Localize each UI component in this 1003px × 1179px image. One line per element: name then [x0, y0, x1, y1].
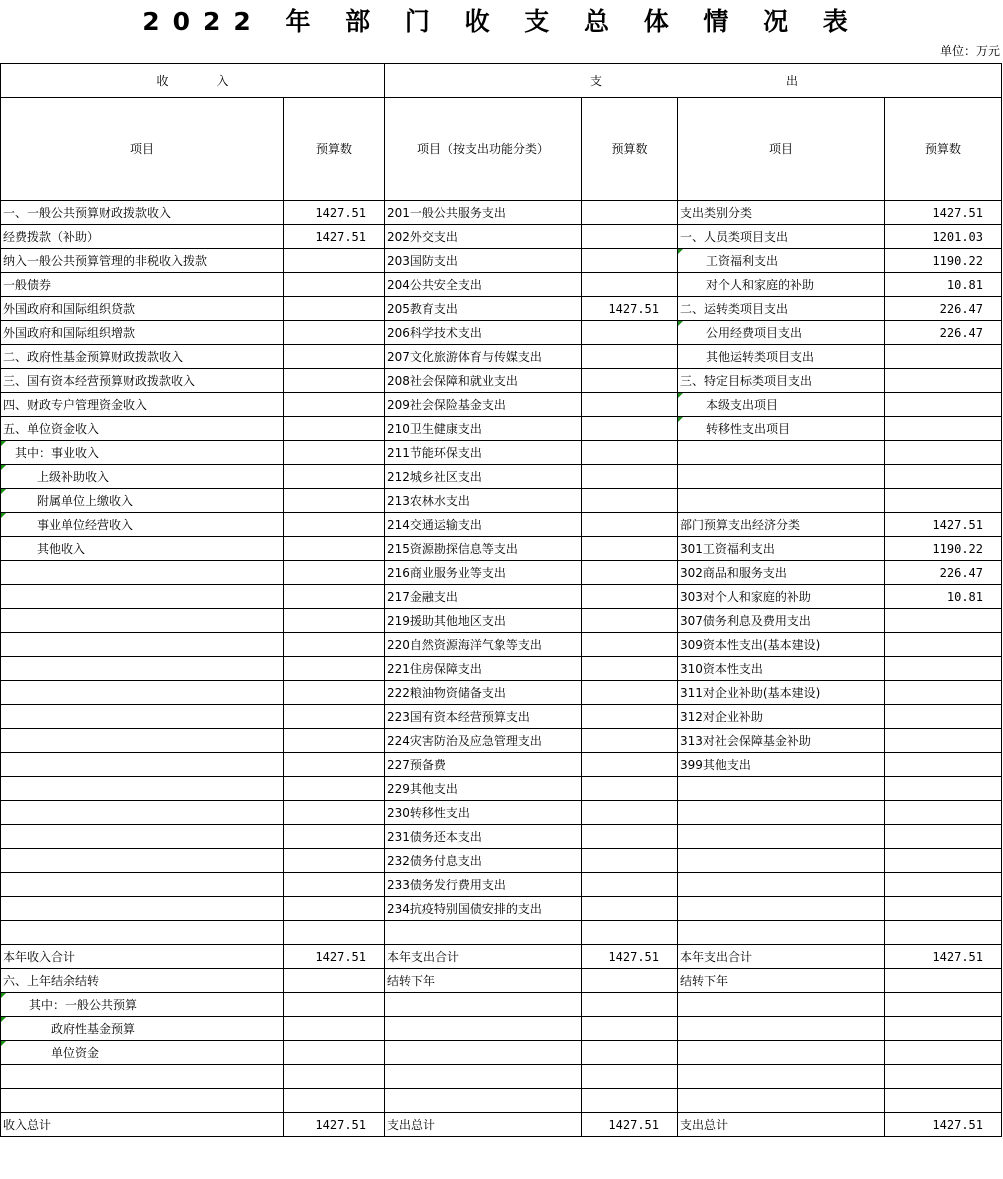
income-budget-cell	[284, 705, 385, 729]
income-budget-cell	[284, 921, 385, 945]
income-budget-cell	[284, 993, 385, 1017]
table-row	[1, 801, 1002, 825]
income-header: 收 入	[1, 64, 385, 98]
func-item-cell: 234抗疫特别国债安排的支出	[385, 897, 582, 921]
func-budget-cell: 1427.51	[582, 297, 678, 321]
income-item-cell: 单位资金	[1, 1041, 284, 1065]
income-budget-cell	[284, 681, 385, 705]
func-item-cell: 212城乡社区支出	[385, 465, 582, 489]
income-budget-cell: 1427.51	[284, 1113, 385, 1137]
func-budget-cell: 1427.51	[582, 945, 678, 969]
econ-item-cell: 二、运转类项目支出	[678, 297, 885, 321]
func-item-cell: 210卫生健康支出	[385, 417, 582, 441]
table-row	[1, 201, 1002, 225]
func-item-cell: 231债务还本支出	[385, 825, 582, 849]
econ-item-cell	[678, 825, 885, 849]
econ-item-cell: 309资本性支出(基本建设)	[678, 633, 885, 657]
income-item-cell: 六、上年结余结转	[1, 969, 284, 993]
func-budget-cell	[582, 561, 678, 585]
econ-item-cell: 其他运转类项目支出	[678, 345, 885, 369]
func-budget-cell	[582, 465, 678, 489]
func-item-cell: 结转下年	[385, 969, 582, 993]
func-budget-cell	[582, 729, 678, 753]
func-budget-cell	[582, 777, 678, 801]
table-row	[1, 297, 1002, 321]
func-item-cell: 211节能环保支出	[385, 441, 582, 465]
econ-item-cell: 313对社会保障基金补助	[678, 729, 885, 753]
func-budget-cell	[582, 609, 678, 633]
func-item-cell: 支出总计	[385, 1113, 582, 1137]
func-budget-cell	[582, 585, 678, 609]
income-budget-cell	[284, 1041, 385, 1065]
econ-budget-cell: 1427.51	[885, 1113, 1002, 1137]
income-item-cell	[1, 753, 284, 777]
econ-budget-cell	[885, 417, 1002, 441]
econ-budget-cell	[885, 345, 1002, 369]
income-item-cell: 一般债券	[1, 273, 284, 297]
econ-item-cell: 307债务利息及费用支出	[678, 609, 885, 633]
table-row	[1, 321, 1002, 345]
func-budget-cell	[582, 1041, 678, 1065]
page-title: 2022 年 部 门 收 支 总 体 情 况 表	[142, 7, 861, 36]
income-budget-cell	[284, 633, 385, 657]
income-item-cell	[1, 777, 284, 801]
econ-budget-cell: 10.81	[885, 273, 1002, 297]
econ-budget-cell: 226.47	[885, 321, 1002, 345]
income-budget-cell	[284, 825, 385, 849]
income-item-cell	[1, 921, 284, 945]
income-item-cell: 四、财政专户管理资金收入	[1, 393, 284, 417]
income-budget-cell	[284, 897, 385, 921]
income-item-cell: 纳入一般公共预算管理的非税收入拨款	[1, 249, 284, 273]
table-row	[1, 873, 1002, 897]
func-item-cell: 230转移性支出	[385, 801, 582, 825]
func-budget-cell	[582, 657, 678, 681]
econ-item-cell: 本级支出项目	[678, 393, 885, 417]
func-item-cell: 207文化旅游体育与传媒支出	[385, 345, 582, 369]
income-budget-cell	[284, 873, 385, 897]
func-budget-cell	[582, 513, 678, 537]
econ-budget-cell	[885, 921, 1002, 945]
econ-item-cell	[678, 489, 885, 513]
econ-item-cell: 312对企业补助	[678, 705, 885, 729]
income-budget-cell	[284, 849, 385, 873]
income-budget-cell	[284, 297, 385, 321]
income-item-cell: 三、国有资本经营预算财政拨款收入	[1, 369, 284, 393]
income-budget-cell	[284, 801, 385, 825]
econ-budget-cell: 10.81	[885, 585, 1002, 609]
table-row	[1, 657, 1002, 681]
func-item-cell: 214交通运输支出	[385, 513, 582, 537]
func-budget-cell	[582, 1065, 678, 1089]
econ-item-cell: 部门预算支出经济分类	[678, 513, 885, 537]
func-item-cell: 233债务发行费用支出	[385, 873, 582, 897]
income-budget-cell	[284, 321, 385, 345]
income-budget-cell	[284, 753, 385, 777]
table-row	[1, 225, 1002, 249]
income-item-cell: 本年收入合计	[1, 945, 284, 969]
econ-item-cell	[678, 465, 885, 489]
func-budget-cell	[582, 249, 678, 273]
econ-item-cell	[678, 993, 885, 1017]
func-budget-cell	[582, 441, 678, 465]
func-budget-cell	[582, 801, 678, 825]
income-item-cell	[1, 873, 284, 897]
table-row	[1, 753, 1002, 777]
income-budget-cell	[284, 393, 385, 417]
table-row	[1, 681, 1002, 705]
header-row-2	[1, 98, 1002, 201]
table-row	[1, 465, 1002, 489]
func-budget-cell	[582, 393, 678, 417]
func-budget-cell	[582, 321, 678, 345]
func-item-cell: 232债务付息支出	[385, 849, 582, 873]
func-item-cell: 222粮油物资储备支出	[385, 681, 582, 705]
econ-budget-cell: 1427.51	[885, 945, 1002, 969]
table-row	[1, 1089, 1002, 1113]
func-item-cell	[385, 1089, 582, 1113]
econ-budget-cell	[885, 993, 1002, 1017]
func-budget-cell	[582, 753, 678, 777]
income-item-cell	[1, 849, 284, 873]
econ-item-cell: 工资福利支出	[678, 249, 885, 273]
income-item-header: 项目	[1, 98, 284, 201]
econ-budget-cell: 1427.51	[885, 201, 1002, 225]
income-item-cell	[1, 1089, 284, 1113]
econ-item-cell	[678, 873, 885, 897]
income-budget-cell	[284, 729, 385, 753]
income-item-cell	[1, 705, 284, 729]
econ-budget-cell	[885, 1065, 1002, 1089]
func-item-cell: 219援助其他地区支出	[385, 609, 582, 633]
income-budget-cell	[284, 609, 385, 633]
func-budget-cell	[582, 201, 678, 225]
econ-budget-cell	[885, 1089, 1002, 1113]
func-budget-cell	[582, 873, 678, 897]
income-budget-cell	[284, 273, 385, 297]
table-row	[1, 417, 1002, 441]
econ-item-cell: 399其他支出	[678, 753, 885, 777]
func-item-cell: 205教育支出	[385, 297, 582, 321]
func-item-cell	[385, 1017, 582, 1041]
econ-budget-header: 预算数	[885, 98, 1002, 201]
func-budget-cell	[582, 705, 678, 729]
income-budget-cell	[284, 1017, 385, 1041]
income-budget-header: 预算数	[284, 98, 385, 201]
income-item-cell	[1, 561, 284, 585]
income-budget-cell: 1427.51	[284, 945, 385, 969]
econ-item-cell	[678, 1089, 885, 1113]
income-budget-cell	[284, 513, 385, 537]
table-row	[1, 633, 1002, 657]
func-item-cell	[385, 1041, 582, 1065]
income-item-cell: 一、一般公共预算财政拨款收入	[1, 201, 284, 225]
table-row	[1, 537, 1002, 561]
income-item-cell: 其中：一般公共预算	[1, 993, 284, 1017]
income-item-cell: 政府性基金预算	[1, 1017, 284, 1041]
econ-item-cell: 公用经费项目支出	[678, 321, 885, 345]
unit-label: 单位：万元	[939, 44, 1000, 58]
income-budget-cell	[284, 537, 385, 561]
table-row	[1, 1113, 1002, 1137]
table-row	[1, 897, 1002, 921]
econ-budget-cell: 1190.22	[885, 537, 1002, 561]
func-item-cell: 220自然资源海洋气象等支出	[385, 633, 582, 657]
income-budget-cell	[284, 1065, 385, 1089]
func-item-cell: 208社会保障和就业支出	[385, 369, 582, 393]
econ-item-cell: 一、人员类项目支出	[678, 225, 885, 249]
econ-budget-cell	[885, 633, 1002, 657]
func-budget-cell	[582, 369, 678, 393]
func-item-cell: 203国防支出	[385, 249, 582, 273]
income-item-cell: 外国政府和国际组织增款	[1, 321, 284, 345]
table-row	[1, 729, 1002, 753]
econ-budget-cell	[885, 393, 1002, 417]
econ-budget-cell	[885, 897, 1002, 921]
func-budget-cell	[582, 921, 678, 945]
table-row	[1, 513, 1002, 537]
econ-item-cell: 301工资福利支出	[678, 537, 885, 561]
table-row	[1, 705, 1002, 729]
table-row	[1, 585, 1002, 609]
func-budget-cell	[582, 825, 678, 849]
econ-item-cell: 三、特定目标类项目支出	[678, 369, 885, 393]
econ-budget-cell	[885, 801, 1002, 825]
econ-item-cell	[678, 921, 885, 945]
income-item-cell: 经费拨款（补助）	[1, 225, 284, 249]
func-item-cell	[385, 921, 582, 945]
func-budget-cell	[582, 417, 678, 441]
income-budget-cell	[284, 249, 385, 273]
econ-budget-cell	[885, 969, 1002, 993]
func-item-cell: 227预备费	[385, 753, 582, 777]
table-row	[1, 345, 1002, 369]
income-budget-cell	[284, 369, 385, 393]
income-item-cell	[1, 633, 284, 657]
income-item-cell	[1, 1065, 284, 1089]
income-budget-cell: 1427.51	[284, 225, 385, 249]
func-item-cell: 217金融支出	[385, 585, 582, 609]
econ-budget-cell	[885, 489, 1002, 513]
econ-budget-cell	[885, 753, 1002, 777]
header-row-1	[1, 64, 1002, 98]
econ-budget-cell: 226.47	[885, 561, 1002, 585]
func-item-cell: 221住房保障支出	[385, 657, 582, 681]
table-row	[1, 561, 1002, 585]
income-budget-cell	[284, 441, 385, 465]
func-item-cell	[385, 993, 582, 1017]
econ-budget-cell	[885, 1017, 1002, 1041]
func-item-cell: 216商业服务业等支出	[385, 561, 582, 585]
table-row	[1, 1065, 1002, 1089]
income-budget-cell	[284, 417, 385, 441]
econ-item-cell	[678, 441, 885, 465]
func-item-cell: 213农林水支出	[385, 489, 582, 513]
econ-budget-cell: 226.47	[885, 297, 1002, 321]
func-item-cell: 209社会保险基金支出	[385, 393, 582, 417]
func-item-cell: 204公共安全支出	[385, 273, 582, 297]
income-budget-cell	[284, 657, 385, 681]
table-row	[1, 609, 1002, 633]
income-item-cell: 其中：事业收入	[1, 441, 284, 465]
func-item-cell: 229其他支出	[385, 777, 582, 801]
func-budget-cell	[582, 273, 678, 297]
income-budget-cell: 1427.51	[284, 201, 385, 225]
econ-budget-cell	[885, 873, 1002, 897]
func-item-cell: 201一般公共服务支出	[385, 201, 582, 225]
income-item-cell: 附属单位上缴收入	[1, 489, 284, 513]
expense-header	[385, 64, 1002, 98]
income-budget-cell	[284, 489, 385, 513]
func-budget-cell	[582, 849, 678, 873]
table-row	[1, 489, 1002, 513]
income-item-cell: 外国政府和国际组织贷款	[1, 297, 284, 321]
func-item-cell: 215资源勘探信息等支出	[385, 537, 582, 561]
econ-item-cell: 311对企业补助(基本建设)	[678, 681, 885, 705]
table-row	[1, 969, 1002, 993]
econ-budget-cell	[885, 681, 1002, 705]
income-item-cell	[1, 801, 284, 825]
income-budget-cell	[284, 561, 385, 585]
income-item-cell	[1, 897, 284, 921]
income-item-cell	[1, 609, 284, 633]
income-budget-cell	[284, 1089, 385, 1113]
table-row	[1, 369, 1002, 393]
table-row	[1, 921, 1002, 945]
func-budget-cell	[582, 633, 678, 657]
func-item-cell: 202外交支出	[385, 225, 582, 249]
econ-item-header: 项目	[678, 98, 885, 201]
income-item-cell	[1, 729, 284, 753]
func-item-cell: 223国有资本经营预算支出	[385, 705, 582, 729]
income-item-cell: 二、政府性基金预算财政拨款收入	[1, 345, 284, 369]
income-item-cell: 上级补助收入	[1, 465, 284, 489]
econ-budget-cell	[885, 609, 1002, 633]
econ-item-cell: 310资本性支出	[678, 657, 885, 681]
econ-budget-cell: 1427.51	[885, 513, 1002, 537]
econ-budget-cell	[885, 825, 1002, 849]
econ-item-cell: 对个人和家庭的补助	[678, 273, 885, 297]
func-budget-cell	[582, 993, 678, 1017]
expense-header-right: 出	[786, 74, 799, 88]
table-row	[1, 273, 1002, 297]
expense-header-left: 支	[590, 74, 603, 88]
econ-item-cell: 支出类别分类	[678, 201, 885, 225]
income-budget-cell	[284, 465, 385, 489]
table-row	[1, 1041, 1002, 1065]
table-row	[1, 849, 1002, 873]
econ-budget-cell	[885, 465, 1002, 489]
econ-item-cell: 本年支出合计	[678, 945, 885, 969]
econ-budget-cell: 1201.03	[885, 225, 1002, 249]
income-item-cell	[1, 657, 284, 681]
econ-item-cell	[678, 801, 885, 825]
func-item-cell: 本年支出合计	[385, 945, 582, 969]
income-item-cell	[1, 681, 284, 705]
econ-item-cell	[678, 849, 885, 873]
func-budget-cell	[582, 897, 678, 921]
econ-budget-cell	[885, 369, 1002, 393]
econ-budget-cell	[885, 1041, 1002, 1065]
func-budget-header: 预算数	[582, 98, 678, 201]
func-budget-cell	[582, 681, 678, 705]
income-item-cell	[1, 585, 284, 609]
econ-item-cell: 结转下年	[678, 969, 885, 993]
table-row	[1, 777, 1002, 801]
income-item-cell	[1, 825, 284, 849]
income-budget-cell	[284, 777, 385, 801]
income-item-cell: 收入总计	[1, 1113, 284, 1137]
econ-item-cell: 302商品和服务支出	[678, 561, 885, 585]
econ-item-cell: 303对个人和家庭的补助	[678, 585, 885, 609]
func-budget-cell: 1427.51	[582, 1113, 678, 1137]
func-item-cell: 224灾害防治及应急管理支出	[385, 729, 582, 753]
income-item-cell: 其他收入	[1, 537, 284, 561]
func-budget-cell	[582, 1017, 678, 1041]
func-item-header: 项目（按支出功能分类）	[385, 98, 582, 201]
table-row	[1, 1017, 1002, 1041]
econ-item-cell	[678, 777, 885, 801]
income-budget-cell	[284, 585, 385, 609]
econ-item-cell	[678, 1041, 885, 1065]
budget-table	[0, 63, 1002, 1137]
econ-budget-cell	[885, 849, 1002, 873]
econ-item-cell: 支出总计	[678, 1113, 885, 1137]
income-item-cell: 事业单位经营收入	[1, 513, 284, 537]
table-row	[1, 441, 1002, 465]
table-row	[1, 945, 1002, 969]
func-budget-cell	[582, 489, 678, 513]
econ-budget-cell	[885, 441, 1002, 465]
func-budget-cell	[582, 345, 678, 369]
table-row	[1, 249, 1002, 273]
econ-item-cell: 转移性支出项目	[678, 417, 885, 441]
econ-budget-cell	[885, 729, 1002, 753]
func-budget-cell	[582, 537, 678, 561]
func-item-cell: 206科学技术支出	[385, 321, 582, 345]
func-budget-cell	[582, 969, 678, 993]
income-budget-cell	[284, 345, 385, 369]
econ-budget-cell: 1190.22	[885, 249, 1002, 273]
func-item-cell	[385, 1065, 582, 1089]
table-row	[1, 825, 1002, 849]
income-item-cell: 五、单位资金收入	[1, 417, 284, 441]
econ-item-cell	[678, 1065, 885, 1089]
table-row	[1, 393, 1002, 417]
econ-budget-cell	[885, 657, 1002, 681]
econ-item-cell	[678, 1017, 885, 1041]
econ-budget-cell	[885, 777, 1002, 801]
table-row	[1, 993, 1002, 1017]
func-budget-cell	[582, 225, 678, 249]
econ-budget-cell	[885, 705, 1002, 729]
income-budget-cell	[284, 969, 385, 993]
func-budget-cell	[582, 1089, 678, 1113]
econ-item-cell	[678, 897, 885, 921]
